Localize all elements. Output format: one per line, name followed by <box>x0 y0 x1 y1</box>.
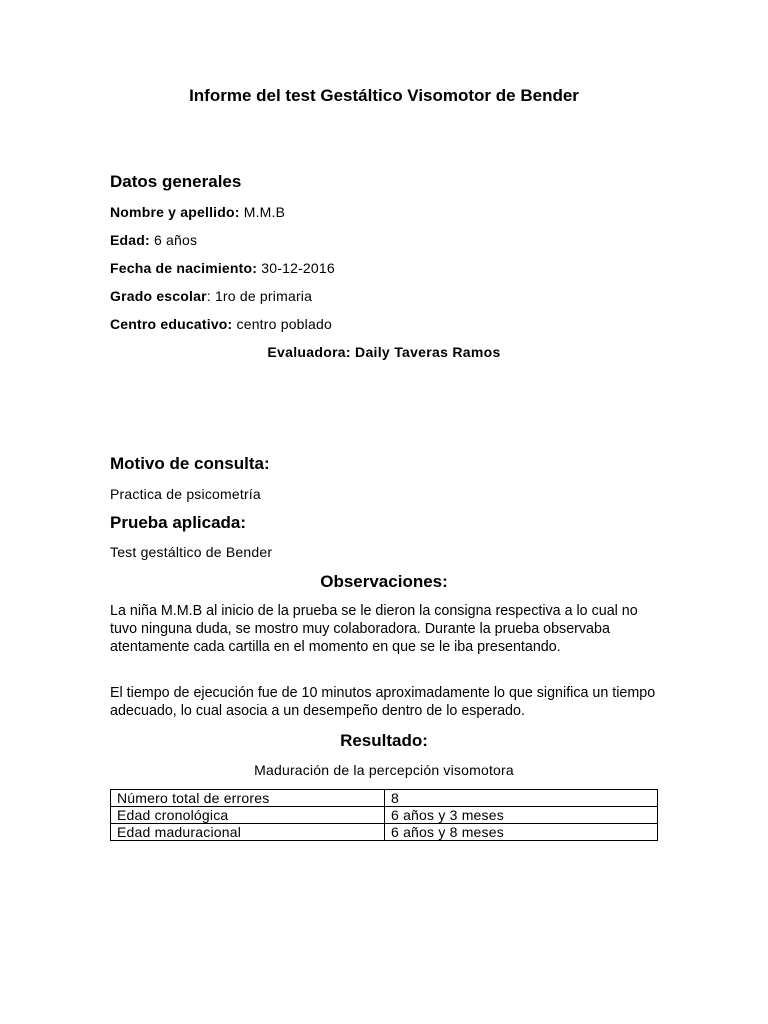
document-title: Informe del test Gestáltico Visomotor de Bender <box>189 86 579 105</box>
edad-field <box>110 232 197 248</box>
table-cell-value: 6 años y 3 meses <box>385 807 658 824</box>
centro-educativo-label: Centro educativo: <box>110 316 233 332</box>
resultado-caption: Maduración de la percepción visomotora <box>254 762 514 778</box>
fecha-nacimiento-value: 30-12-2016 <box>257 260 335 276</box>
table-cell-label: Edad cronológica <box>111 807 385 824</box>
table-cell-label: Edad maduracional <box>111 824 385 841</box>
grado-escolar-label: Grado escolar <box>110 288 207 304</box>
centro-educativo-field <box>110 316 332 332</box>
nombre-value: M.M.B <box>239 204 286 220</box>
edad-value: 6 años <box>149 232 198 248</box>
table-cell-value: 6 años y 8 meses <box>385 824 658 841</box>
table-row <box>111 807 658 824</box>
observaciones-paragraph-2: El tiempo de ejecución fue de 10 minutos aproximadamente lo que significa un tiempo adecuado, lo cual asocia a un desempeño dentro de lo esperado. <box>110 685 656 719</box>
prueba-heading: Prueba aplicada: <box>110 513 247 532</box>
motivo-text: Practica de psicometría <box>110 486 261 502</box>
nombre-label: Nombre y apellido: <box>110 204 240 220</box>
centro-educativo-value: centro poblado <box>232 316 332 332</box>
prueba-text: Test gestáltico de Bender <box>110 544 273 560</box>
table-cell-label: Número total de errores <box>111 790 385 807</box>
datos-generales-heading: Datos generales <box>110 172 242 191</box>
grado-escolar-value: : 1ro de primaria <box>206 288 313 304</box>
motivo-heading: Motivo de consulta: <box>110 454 270 473</box>
table-row <box>111 824 658 841</box>
nombre-field <box>110 204 285 220</box>
fecha-nacimiento-field <box>110 260 335 276</box>
table-row <box>111 790 658 807</box>
evaluadora-line: Evaluadora: Daily Taveras Ramos <box>267 344 501 360</box>
resultado-heading: Resultado: <box>340 731 428 750</box>
table-cell-value: 8 <box>385 790 658 807</box>
observaciones-paragraph-1: La niña M.M.B al inicio de la prueba se le dieron la consigna respectiva a lo cual no tuvo ninguna duda, se mostro muy colaboradora. Durante la prueba observaba atentamente cada cartilla en el momento en que se le iba presentando. <box>110 603 638 655</box>
observaciones-heading: Observaciones: <box>320 572 448 591</box>
edad-label: Edad: <box>110 232 150 248</box>
resultado-table <box>110 789 658 841</box>
grado-escolar-field <box>110 288 312 304</box>
fecha-nacimiento-label: Fecha de nacimiento: <box>110 260 258 276</box>
